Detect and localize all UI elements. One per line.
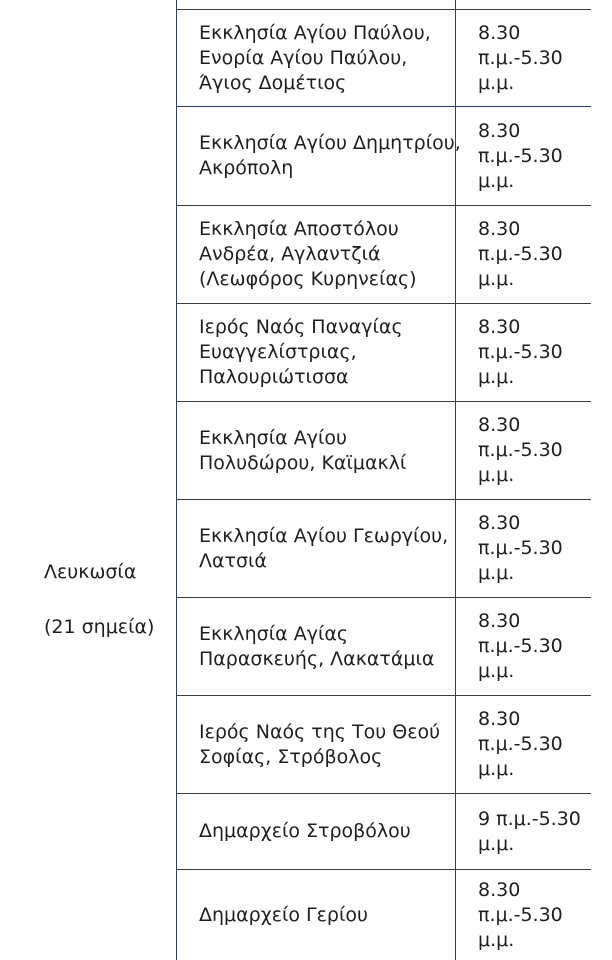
table-row-location: Ιερός Ναός της Του Θεού Σοφίας, Στρόβολος — [199, 720, 441, 768]
table-row-location: Εκκλησία Αγίου Πολυδώρου, Καϊμακλί — [199, 426, 407, 474]
table-row-location: Εκκλησία Αγίου Γεωργίου, Λατσιά — [199, 524, 449, 572]
table-row-hours: 8.30 π.μ.-5.30 μ.μ. — [478, 316, 563, 388]
table-row-hours: 8.30 π.μ.-5.30 μ.μ. — [478, 21, 563, 94]
region-count: (21 σημεία) — [44, 616, 155, 638]
table-row-location: Εκκλησία Αγίου Παύλου, Ενορία Αγίου Παύλου, Άγιος Δομέτιος — [199, 21, 431, 94]
table-row-location: Εκκλησία Αγίας Παρασκευής, Λακατάμια — [199, 622, 435, 670]
table-border-left — [176, 0, 177, 960]
table-row-hours: 8.30 π.μ.-5.30 μ.μ. — [478, 708, 563, 780]
region-name: Λευκωσία — [44, 561, 137, 583]
table-row-location: Δημαρχείο Στροβόλου — [199, 820, 411, 842]
table-row-hours: 9 π.μ.-5.30 μ.μ. — [478, 807, 581, 855]
table-row-location: Εκκλησία Αγίου Δημητρίου, Ακρόπολη — [199, 132, 461, 179]
table-row-hours: 8.30 π.μ.-5.30 μ.μ. — [478, 218, 563, 290]
table-row-hours: 8.30 π.μ.-5.30 μ.μ. — [478, 512, 563, 584]
table-row-hours: 8.30 π.μ.-5.30 μ.μ. — [478, 414, 563, 486]
table-row-hours: 8.30 π.μ.-5.30 μ.μ. — [478, 610, 563, 682]
table-row-hours: 8.30 π.μ.-5.30 μ.μ. — [478, 878, 563, 951]
table-row-location: Εκκλησία Αποστόλου Ανδρέα, Αγλαντζιά (Λεωφόρος Κυρηνείας) — [199, 218, 417, 290]
table-row-hours: 8.30 π.μ.-5.30 μ.μ. — [478, 119, 563, 192]
table-row-location: Δημαρχείο Γερίου — [199, 903, 369, 926]
table-row-location: Ιερός Ναός Παναγίας Ευαγγελίστριας, Παλουριώτισσα — [199, 316, 403, 388]
